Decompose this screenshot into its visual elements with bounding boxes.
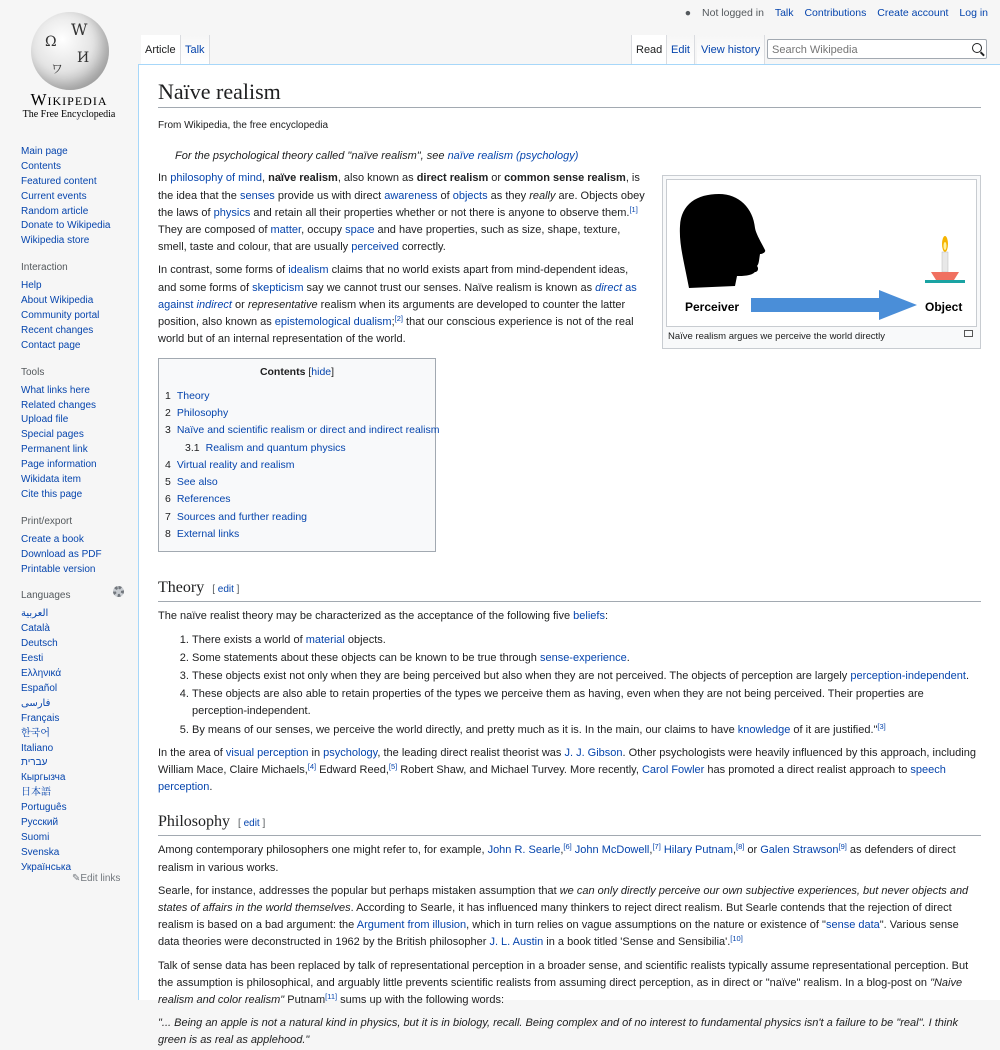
toc-label[interactable]: External links xyxy=(176,528,240,541)
hatnote: For the psychological theory called "naïve realism", see naïve realism (psychology) xyxy=(175,150,579,163)
navigation-list xyxy=(21,145,138,249)
search-icon[interactable] xyxy=(972,43,982,53)
sidebar-item-tools[interactable]: Upload file xyxy=(21,414,69,426)
toc-number: 6 xyxy=(165,493,171,506)
toc-item[interactable] xyxy=(165,422,440,439)
toc-label[interactable]: Philosophy xyxy=(176,406,229,419)
citation[interactable]: [8] xyxy=(736,842,745,852)
sidebar-item-language[interactable]: Català xyxy=(21,623,50,635)
wikipedia-logo[interactable] xyxy=(0,0,138,140)
sidebar-item-print[interactable]: Create a book xyxy=(21,533,84,545)
sidebar-item-language[interactable]: Svenska xyxy=(21,846,60,858)
sidebar-item-language[interactable]: Français xyxy=(21,712,60,724)
toc-item[interactable] xyxy=(165,491,429,508)
toc-item[interactable] xyxy=(165,440,429,457)
link[interactable]: sense-experience xyxy=(539,651,627,664)
sidebar-item-interaction[interactable]: About Wikipedia xyxy=(21,295,94,307)
candle-icon xyxy=(925,236,965,283)
print-heading: Print/export xyxy=(21,515,73,527)
interaction-portal xyxy=(0,262,138,353)
sidebar-item-language[interactable]: Кыргызча xyxy=(21,772,66,784)
languages-list xyxy=(21,607,138,875)
sidebar-item-language[interactable]: 한국어 xyxy=(21,727,50,739)
link[interactable]: sense data xyxy=(825,919,880,932)
hatnote-link[interactable]: naïve realism (psychology) xyxy=(447,150,579,163)
gear-icon[interactable] xyxy=(113,586,124,597)
citation[interactable]: [7] xyxy=(652,842,661,852)
perceiver-object-diagram[interactable] xyxy=(666,179,977,327)
toc-number: 3.1 xyxy=(185,441,200,454)
languages-portal xyxy=(0,590,138,875)
link[interactable]: awareness xyxy=(384,189,438,202)
link[interactable]: space xyxy=(345,224,375,237)
globe-glyph: Ω xyxy=(45,34,57,50)
sidebar-item-interaction[interactable]: Help xyxy=(21,280,42,292)
citation[interactable]: [2] xyxy=(394,314,403,324)
logo-tagline: The Free Encyclopedia xyxy=(22,109,116,120)
list-item: 3. These objects exist not only when they are being perceived but also when they are not perceived. The objects of perception are largely perception-independent. xyxy=(192,668,981,685)
philosophy-paragraph-1: Among contemporary philosophers one might refer to, for example, John R. Searle,[6] John McDowell,[7] Hilary Putnam,[8] or Galen Strawson[9] as defenders of direct realism in various works. xyxy=(158,842,956,874)
sidebar-item-navigation[interactable]: Current events xyxy=(21,190,87,202)
sidebar-item-tools[interactable]: Page information xyxy=(21,459,97,471)
sidebar-item-tools[interactable]: Related changes xyxy=(21,399,97,411)
sidebar-item-language[interactable]: Português xyxy=(21,802,67,814)
perceiver-label: Perceiver xyxy=(685,300,740,315)
sidebar-item-tools[interactable]: Cite this page xyxy=(21,488,83,500)
toc-title: Contents [hide] xyxy=(259,366,335,379)
citation[interactable]: [10] xyxy=(730,934,743,944)
link[interactable]: J. L. Austin xyxy=(489,936,544,949)
citation[interactable]: [4] xyxy=(307,761,317,771)
sidebar-item-interaction[interactable]: Contact page xyxy=(21,339,81,351)
toc-label[interactable]: Naïve and scientific realism or direct and indirect realism xyxy=(176,424,440,437)
link[interactable]: epistemological dualism xyxy=(274,316,392,329)
toc-item[interactable] xyxy=(165,457,429,474)
toc-label[interactable]: References xyxy=(176,493,231,506)
thumbnail xyxy=(662,175,981,349)
thumbnail-caption: Naïve realism argues we perceive the world directly xyxy=(666,327,977,345)
create-account-link[interactable]: Create account xyxy=(877,7,949,19)
sidebar-item-language[interactable]: Español xyxy=(21,682,58,694)
toc-number: 5 xyxy=(165,476,171,489)
sidebar-item-language[interactable]: Italiano xyxy=(21,742,54,754)
link[interactable]: idealism xyxy=(288,264,329,277)
link[interactable]: beliefs xyxy=(573,610,605,623)
navigation-portal xyxy=(0,145,138,249)
link[interactable]: J. J. Gibson xyxy=(564,746,623,759)
citation[interactable]: [3] xyxy=(877,721,886,731)
languages-heading: Languages xyxy=(21,590,71,602)
table-of-contents xyxy=(158,358,440,552)
link[interactable]: skepticism xyxy=(252,281,304,294)
sidebar-item-language[interactable]: Eesti xyxy=(21,653,44,665)
link[interactable]: perceived xyxy=(351,241,399,254)
personal-tools xyxy=(677,7,988,19)
quote: "... Being an apple is not a natural kind in physics, but it is in biology, recall. Being complex and of no interest to fundamental physics isn't a failure to be "real". I think green is as real as applehood." xyxy=(158,1017,958,1047)
arrow-icon xyxy=(751,290,917,320)
toc-number: 8 xyxy=(165,528,171,541)
globe-glyph: И xyxy=(77,50,90,66)
search-box[interactable] xyxy=(767,39,987,59)
sidebar-item-language[interactable]: Українська xyxy=(21,861,72,873)
sidebar-item-tools[interactable]: What links here xyxy=(21,384,90,396)
tab-edit[interactable]: Edit xyxy=(667,35,695,64)
globe-glyph: W xyxy=(71,20,88,39)
link[interactable]: matter xyxy=(270,224,302,237)
globe-glyph: ワ xyxy=(51,62,64,76)
sidebar-item-navigation[interactable]: Main page xyxy=(21,146,68,157)
page-title: Naïve realism xyxy=(158,79,981,108)
sidebar-item-language[interactable]: Русский xyxy=(21,816,59,828)
citation[interactable]: [6] xyxy=(563,842,572,852)
link[interactable]: perception-independent xyxy=(850,669,966,682)
contributions-link[interactable]: Contributions xyxy=(804,7,867,19)
citation[interactable]: [9] xyxy=(838,842,847,852)
link[interactable]: psychology xyxy=(323,746,378,759)
tools-list xyxy=(21,384,138,503)
toc-item[interactable] xyxy=(165,405,429,422)
citation[interactable]: [5] xyxy=(388,761,398,771)
enlarge-icon[interactable] xyxy=(964,330,973,337)
sidebar-item-interaction[interactable]: Community portal xyxy=(21,310,100,322)
link[interactable]: philosophy of mind xyxy=(170,172,262,185)
tab-article[interactable]: Article xyxy=(141,35,181,64)
toc-item[interactable] xyxy=(165,474,429,491)
sidebar-item-print[interactable]: Download as PDF xyxy=(21,548,102,560)
talk-link[interactable]: Talk xyxy=(774,7,794,19)
link[interactable]: Galen Strawson xyxy=(760,844,839,857)
list-item: 2. Some statements about these objects can be known to be true through sense-experience. xyxy=(192,650,981,667)
link[interactable]: material xyxy=(305,633,345,646)
content xyxy=(138,64,1000,1047)
section-heading-theory: Theory [ edit ] xyxy=(158,578,981,602)
edit-links[interactable]: ✎Edit links xyxy=(72,873,121,884)
toc-item[interactable] xyxy=(165,526,429,543)
philosophy-paragraph-2: Searle, for instance, addresses the popular but perhaps mistaken assumption that we can only directly perceive our own subjective experiences, but never objects and states of affairs in the world themselves. According to Searle, it has influenced many thinkers to reject direct realism. But Searle contends that the rejection of direct realism is based on a bad argument: the Argument from illusion, which in turn relies on vague assumptions on the nature or existence of "sense data". Various sense data theories were deconstructed in 1962 by the British philosopher J. L. Austin in a book titled 'Sense and Sensibilia'.[10] xyxy=(158,884,969,949)
toc-number: 2 xyxy=(165,406,171,419)
sidebar-item-tools[interactable]: Special pages xyxy=(21,429,84,441)
search-input[interactable] xyxy=(768,41,964,59)
print-portal xyxy=(0,516,138,578)
list-item: 1. There exists a world of material objects. xyxy=(192,632,981,649)
print-list xyxy=(21,533,138,578)
sidebar-item-language[interactable]: Ελληνικά xyxy=(21,668,62,680)
toc-item[interactable] xyxy=(165,388,429,405)
toc-number: 3 xyxy=(165,424,171,437)
sidebar-item-tools[interactable]: Permanent link xyxy=(21,444,88,456)
sidebar xyxy=(0,140,138,889)
toc-label[interactable]: Realism and quantum physics xyxy=(205,441,346,454)
sidebar-item-language[interactable]: עברית xyxy=(21,757,48,769)
puzzle-globe-icon xyxy=(31,12,109,90)
sidebar-item-navigation[interactable]: Contents xyxy=(21,160,62,172)
tab-view-history[interactable]: View history xyxy=(697,35,765,64)
toc-item[interactable] xyxy=(165,509,429,526)
sidebar-item-navigation[interactable]: Featured content xyxy=(21,175,97,187)
intro-paragraph-1: In philosophy of mind, naïve realism, also known as direct realism or common sense realism, is the idea that the senses provide us with direct awareness of objects as they really are. Objects obey the laws of physics and retain all their properties whether or not there is anyone to observe them.[1] They are composed of matter, occupy space and have properties, such as size, shape, texture, smell, taste and colour, that are usually perceived correctly. xyxy=(158,172,645,254)
log-in-link[interactable]: Log in xyxy=(959,7,988,19)
list-item: 4. These objects are also able to retain properties of the types we perceive them as having, even when they are not being perceived. Their properties are perception-independent. xyxy=(192,686,981,720)
section-heading-philosophy: Philosophy [ edit ] xyxy=(158,812,981,836)
link[interactable]: senses xyxy=(239,189,275,202)
link[interactable]: visual perception xyxy=(225,746,309,759)
sidebar-item-navigation[interactable]: Donate to Wikipedia xyxy=(21,220,111,232)
tools-portal xyxy=(0,367,138,503)
toc-label[interactable]: See also xyxy=(176,476,218,489)
sidebar-item-interaction[interactable]: Recent changes xyxy=(21,324,94,336)
sidebar-item-language[interactable]: العربية xyxy=(21,608,49,620)
interaction-list xyxy=(21,279,138,353)
interaction-heading: Interaction xyxy=(21,262,68,274)
theory-paragraph: The naïve realist theory may be characterized as the acceptance of the following five beliefs: xyxy=(158,610,609,623)
toc-list xyxy=(165,388,440,544)
list-item: 5. By means of our senses, we perceive the world directly, and pretty much as it is. In the main, our claims to have knowledge of it are justified."[3] xyxy=(192,722,981,739)
sidebar-item-navigation[interactable]: Wikipedia store xyxy=(21,235,90,247)
sidebar-item-language[interactable]: Suomi xyxy=(21,831,50,843)
tab-read[interactable]: Read xyxy=(631,35,667,64)
sidebar-item-language[interactable]: Deutsch xyxy=(21,638,58,650)
sidebar-item-print[interactable]: Printable version xyxy=(21,563,96,575)
theory-paragraph-2: In the area of visual perception in psychology, the leading direct realist theorist was J. J. Gibson. Other psychologists were heavily influenced by this approach, including William Mace, Claire Michaels,[4] Edward Reed,[5] Robert Shaw, and Michael Turvey. More recently, Carol Fowler has promoted a direct realist approach to speech perception. xyxy=(158,746,976,794)
head-silhouette-icon xyxy=(680,194,765,288)
sidebar-item-tools[interactable]: Wikidata item xyxy=(21,474,82,486)
object-label: Object xyxy=(925,300,963,315)
wordmark: Wikipedia xyxy=(30,90,108,109)
sidebar-item-language[interactable]: 日本語 xyxy=(21,787,51,799)
toc-number: 7 xyxy=(165,510,171,523)
link[interactable]: John McDowell xyxy=(574,844,650,857)
sidebar-item-language[interactable]: فارسی xyxy=(21,697,51,709)
link[interactable]: Argument from illusion xyxy=(356,919,467,932)
edit-section-link[interactable]: edit xyxy=(217,584,234,596)
link[interactable]: Hilary Putnam xyxy=(663,844,733,857)
citation[interactable]: [1] xyxy=(629,204,638,214)
site-sub: From Wikipedia, the free encyclopedia xyxy=(158,120,329,131)
link[interactable]: speech perception xyxy=(158,763,946,794)
tab-talk[interactable]: Talk xyxy=(181,35,210,64)
sidebar-item-navigation[interactable]: Random article xyxy=(21,205,89,217)
citation[interactable]: [11] xyxy=(325,991,338,1001)
philosophy-paragraph-3: Talk of sense data has been replaced by talk of representational perception in a broader sense, and scientific realists typically assume representational perception. But the assumption is philosophical, and arguably little prevents scientific realists from assuming direct perception, as in direct or "naïve" realism. In a blog-post on "Naive realism and color realism" Putnam[11] sums up with the following words: xyxy=(158,959,969,1006)
intro-paragraph-2: In contrast, some forms of idealism claims that no world exists apart from mind-dependent ideas, and some forms of skepticism say we cannot trust our senses. Naïve realism is known as direct as against indirect or representative realism when its arguments are developed to counter the latter position, also known as epistemological dualism;[2] that our conscious experience is not of the real world but of an internal representation of the world. xyxy=(158,264,637,346)
toc-label[interactable]: Sources and further reading xyxy=(176,510,308,523)
toc-label[interactable]: Virtual reality and realism xyxy=(176,458,295,471)
link[interactable]: objects xyxy=(452,189,488,202)
toc-number: 4 xyxy=(165,458,171,471)
beliefs-list xyxy=(158,632,981,739)
toc-label[interactable]: Theory xyxy=(176,389,210,402)
toc-number: 1 xyxy=(165,389,171,402)
tools-heading: Tools xyxy=(21,366,45,378)
toc-hide-link[interactable]: hide xyxy=(311,366,332,379)
link[interactable]: John R. Searle xyxy=(487,844,561,857)
link[interactable]: Carol Fowler xyxy=(641,763,705,776)
link[interactable]: physics xyxy=(213,206,251,219)
link[interactable]: direct as against indirect xyxy=(158,281,637,311)
not-logged-in: ● Not logged in xyxy=(684,7,764,19)
link[interactable]: knowledge xyxy=(737,723,791,736)
edit-section-link[interactable]: edit xyxy=(243,818,260,830)
